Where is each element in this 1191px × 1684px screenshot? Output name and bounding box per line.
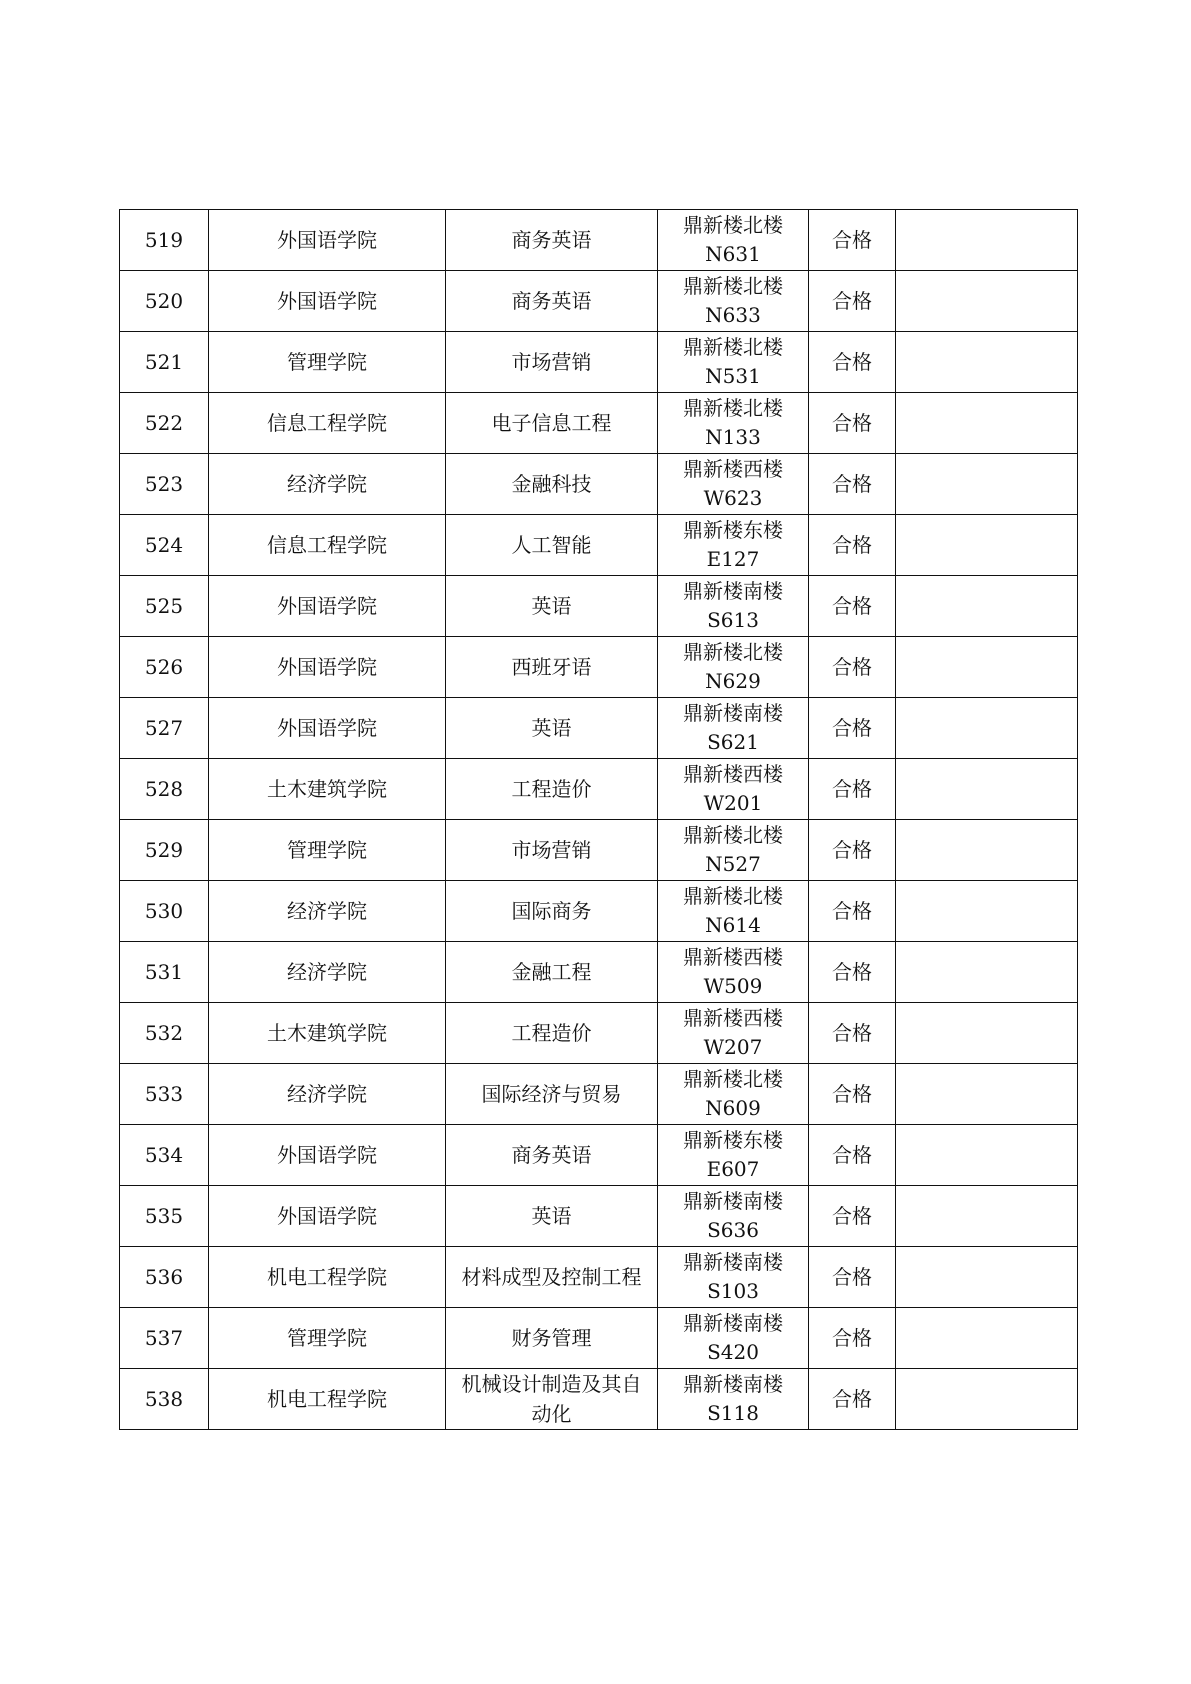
result-cell: 合格	[809, 1125, 896, 1186]
note-cell	[896, 1125, 1078, 1186]
building-name: 鼎新楼北楼	[683, 884, 783, 908]
row-number-cell: 528	[120, 759, 209, 820]
room-number: N133	[705, 425, 761, 449]
note-cell	[896, 515, 1078, 576]
college-cell: 经济学院	[209, 942, 446, 1003]
major-cell: 财务管理	[446, 1308, 658, 1369]
table-row	[120, 271, 1078, 332]
room-number: N631	[705, 242, 761, 266]
room-number: W509	[703, 974, 763, 998]
classroom-cell	[658, 881, 809, 942]
college-cell: 外国语学院	[209, 271, 446, 332]
table-row	[120, 637, 1078, 698]
major-cell: 机械设计制造及其自动化	[446, 1369, 658, 1430]
note-cell	[896, 1064, 1078, 1125]
building-name: 鼎新楼北楼	[683, 640, 783, 664]
classroom-cell	[658, 1064, 809, 1125]
major-cell: 国际经济与贸易	[446, 1064, 658, 1125]
major-cell: 商务英语	[446, 1125, 658, 1186]
result-cell: 合格	[809, 942, 896, 1003]
note-cell	[896, 1003, 1078, 1064]
classroom-cell	[658, 271, 809, 332]
college-cell: 信息工程学院	[209, 515, 446, 576]
classroom-cell	[658, 454, 809, 515]
major-cell: 材料成型及控制工程	[446, 1247, 658, 1308]
classroom-cell	[658, 637, 809, 698]
room-number: W207	[703, 1035, 763, 1059]
major-cell: 金融科技	[446, 454, 658, 515]
building-name: 鼎新楼南楼	[683, 1250, 783, 1274]
building-name: 鼎新楼南楼	[683, 701, 783, 725]
row-number-cell: 519	[120, 210, 209, 271]
row-number-cell: 526	[120, 637, 209, 698]
note-cell	[896, 210, 1078, 271]
note-cell	[896, 1369, 1078, 1430]
building-name: 鼎新楼北楼	[683, 213, 783, 237]
room-number: S118	[707, 1401, 759, 1425]
table-row	[120, 454, 1078, 515]
table-row	[120, 942, 1078, 1003]
room-number: S103	[707, 1279, 759, 1303]
room-number: N633	[705, 303, 761, 327]
room-number: E607	[706, 1157, 760, 1181]
table-row	[120, 1308, 1078, 1369]
classroom-cell	[658, 515, 809, 576]
note-cell	[896, 1247, 1078, 1308]
row-number-cell: 535	[120, 1186, 209, 1247]
room-number: N531	[705, 364, 761, 388]
classroom-cell	[658, 1186, 809, 1247]
college-cell: 土木建筑学院	[209, 759, 446, 820]
table-row	[120, 759, 1078, 820]
classroom-cell	[658, 1369, 809, 1430]
result-cell: 合格	[809, 1247, 896, 1308]
note-cell	[896, 820, 1078, 881]
classroom-cell	[658, 1125, 809, 1186]
major-cell: 电子信息工程	[446, 393, 658, 454]
room-number: E127	[706, 547, 760, 571]
row-number-cell: 538	[120, 1369, 209, 1430]
result-cell: 合格	[809, 332, 896, 393]
college-cell: 外国语学院	[209, 210, 446, 271]
row-number-cell: 537	[120, 1308, 209, 1369]
major-cell: 英语	[446, 698, 658, 759]
major-cell: 国际商务	[446, 881, 658, 942]
college-cell: 外国语学院	[209, 698, 446, 759]
room-number: N614	[705, 913, 761, 937]
room-number: N527	[705, 852, 761, 876]
college-cell: 管理学院	[209, 820, 446, 881]
major-cell: 西班牙语	[446, 637, 658, 698]
building-name: 鼎新楼北楼	[683, 274, 783, 298]
row-number-cell: 524	[120, 515, 209, 576]
row-number-cell: 531	[120, 942, 209, 1003]
room-number: S621	[707, 730, 759, 754]
building-name: 鼎新楼南楼	[683, 1372, 783, 1396]
room-number: W201	[703, 791, 763, 815]
result-cell: 合格	[809, 820, 896, 881]
college-cell: 管理学院	[209, 1308, 446, 1369]
row-number-cell: 525	[120, 576, 209, 637]
room-number: S420	[707, 1340, 759, 1364]
result-cell: 合格	[809, 271, 896, 332]
note-cell	[896, 393, 1078, 454]
note-cell	[896, 942, 1078, 1003]
room-number: W623	[703, 486, 763, 510]
note-cell	[896, 698, 1078, 759]
building-name: 鼎新楼西楼	[683, 1006, 783, 1030]
college-cell: 外国语学院	[209, 637, 446, 698]
college-cell: 机电工程学院	[209, 1369, 446, 1430]
row-number-cell: 520	[120, 271, 209, 332]
result-cell: 合格	[809, 881, 896, 942]
building-name: 鼎新楼东楼	[683, 518, 783, 542]
table-row	[120, 576, 1078, 637]
major-cell: 金融工程	[446, 942, 658, 1003]
major-cell: 商务英语	[446, 210, 658, 271]
note-cell	[896, 881, 1078, 942]
result-cell: 合格	[809, 393, 896, 454]
building-name: 鼎新楼南楼	[683, 579, 783, 603]
result-cell: 合格	[809, 1186, 896, 1247]
college-cell: 管理学院	[209, 332, 446, 393]
college-cell: 信息工程学院	[209, 393, 446, 454]
table-row	[120, 332, 1078, 393]
table-row	[120, 820, 1078, 881]
building-name: 鼎新楼南楼	[683, 1311, 783, 1335]
college-cell: 土木建筑学院	[209, 1003, 446, 1064]
row-number-cell: 521	[120, 332, 209, 393]
college-cell: 经济学院	[209, 1064, 446, 1125]
building-name: 鼎新楼北楼	[683, 823, 783, 847]
row-number-cell: 527	[120, 698, 209, 759]
note-cell	[896, 1308, 1078, 1369]
major-cell: 市场营销	[446, 332, 658, 393]
row-number-cell: 534	[120, 1125, 209, 1186]
row-number-cell: 533	[120, 1064, 209, 1125]
table-row	[120, 881, 1078, 942]
building-name: 鼎新楼北楼	[683, 1067, 783, 1091]
building-name: 鼎新楼西楼	[683, 945, 783, 969]
building-name: 鼎新楼南楼	[683, 1189, 783, 1213]
room-number: S613	[707, 608, 759, 632]
college-cell: 经济学院	[209, 881, 446, 942]
college-cell: 外国语学院	[209, 576, 446, 637]
result-cell: 合格	[809, 515, 896, 576]
note-cell	[896, 271, 1078, 332]
classroom-cell	[658, 1003, 809, 1064]
table-row	[120, 1064, 1078, 1125]
result-cell: 合格	[809, 210, 896, 271]
building-name: 鼎新楼北楼	[683, 396, 783, 420]
result-cell: 合格	[809, 1064, 896, 1125]
table-row	[120, 1003, 1078, 1064]
table-row	[120, 1186, 1078, 1247]
result-cell: 合格	[809, 576, 896, 637]
classroom-cell	[658, 1247, 809, 1308]
table-row	[120, 698, 1078, 759]
classroom-cell	[658, 1308, 809, 1369]
room-number: N609	[705, 1096, 761, 1120]
note-cell	[896, 1186, 1078, 1247]
classroom-cell	[658, 210, 809, 271]
table-row	[120, 1369, 1078, 1430]
classroom-cell	[658, 820, 809, 881]
table-row	[120, 1125, 1078, 1186]
note-cell	[896, 454, 1078, 515]
room-number: S636	[707, 1218, 759, 1242]
college-cell: 机电工程学院	[209, 1247, 446, 1308]
building-name: 鼎新楼东楼	[683, 1128, 783, 1152]
classroom-cell	[658, 759, 809, 820]
result-cell: 合格	[809, 759, 896, 820]
result-cell: 合格	[809, 1369, 896, 1430]
row-number-cell: 523	[120, 454, 209, 515]
result-cell: 合格	[809, 1308, 896, 1369]
college-cell: 外国语学院	[209, 1186, 446, 1247]
row-number-cell: 536	[120, 1247, 209, 1308]
classroom-cell	[658, 942, 809, 1003]
classroom-cell	[658, 698, 809, 759]
college-cell: 外国语学院	[209, 1125, 446, 1186]
major-cell: 工程造价	[446, 1003, 658, 1064]
table-row	[120, 393, 1078, 454]
table-row	[120, 1247, 1078, 1308]
classroom-cell	[658, 576, 809, 637]
inspection-results-table	[119, 209, 1078, 1430]
building-name: 鼎新楼北楼	[683, 335, 783, 359]
building-name: 鼎新楼西楼	[683, 762, 783, 786]
row-number-cell: 532	[120, 1003, 209, 1064]
major-cell: 商务英语	[446, 271, 658, 332]
note-cell	[896, 576, 1078, 637]
classroom-cell	[658, 332, 809, 393]
major-cell: 英语	[446, 576, 658, 637]
college-cell: 经济学院	[209, 454, 446, 515]
result-cell: 合格	[809, 1003, 896, 1064]
row-number-cell: 529	[120, 820, 209, 881]
major-cell: 英语	[446, 1186, 658, 1247]
major-cell: 人工智能	[446, 515, 658, 576]
result-cell: 合格	[809, 698, 896, 759]
row-number-cell: 522	[120, 393, 209, 454]
result-cell: 合格	[809, 454, 896, 515]
table-body	[120, 210, 1078, 1430]
note-cell	[896, 637, 1078, 698]
result-cell: 合格	[809, 637, 896, 698]
major-cell: 市场营销	[446, 820, 658, 881]
note-cell	[896, 759, 1078, 820]
building-name: 鼎新楼西楼	[683, 457, 783, 481]
note-cell	[896, 332, 1078, 393]
room-number: N629	[705, 669, 761, 693]
table-row	[120, 210, 1078, 271]
classroom-cell	[658, 393, 809, 454]
table-row	[120, 515, 1078, 576]
row-number-cell: 530	[120, 881, 209, 942]
major-cell: 工程造价	[446, 759, 658, 820]
